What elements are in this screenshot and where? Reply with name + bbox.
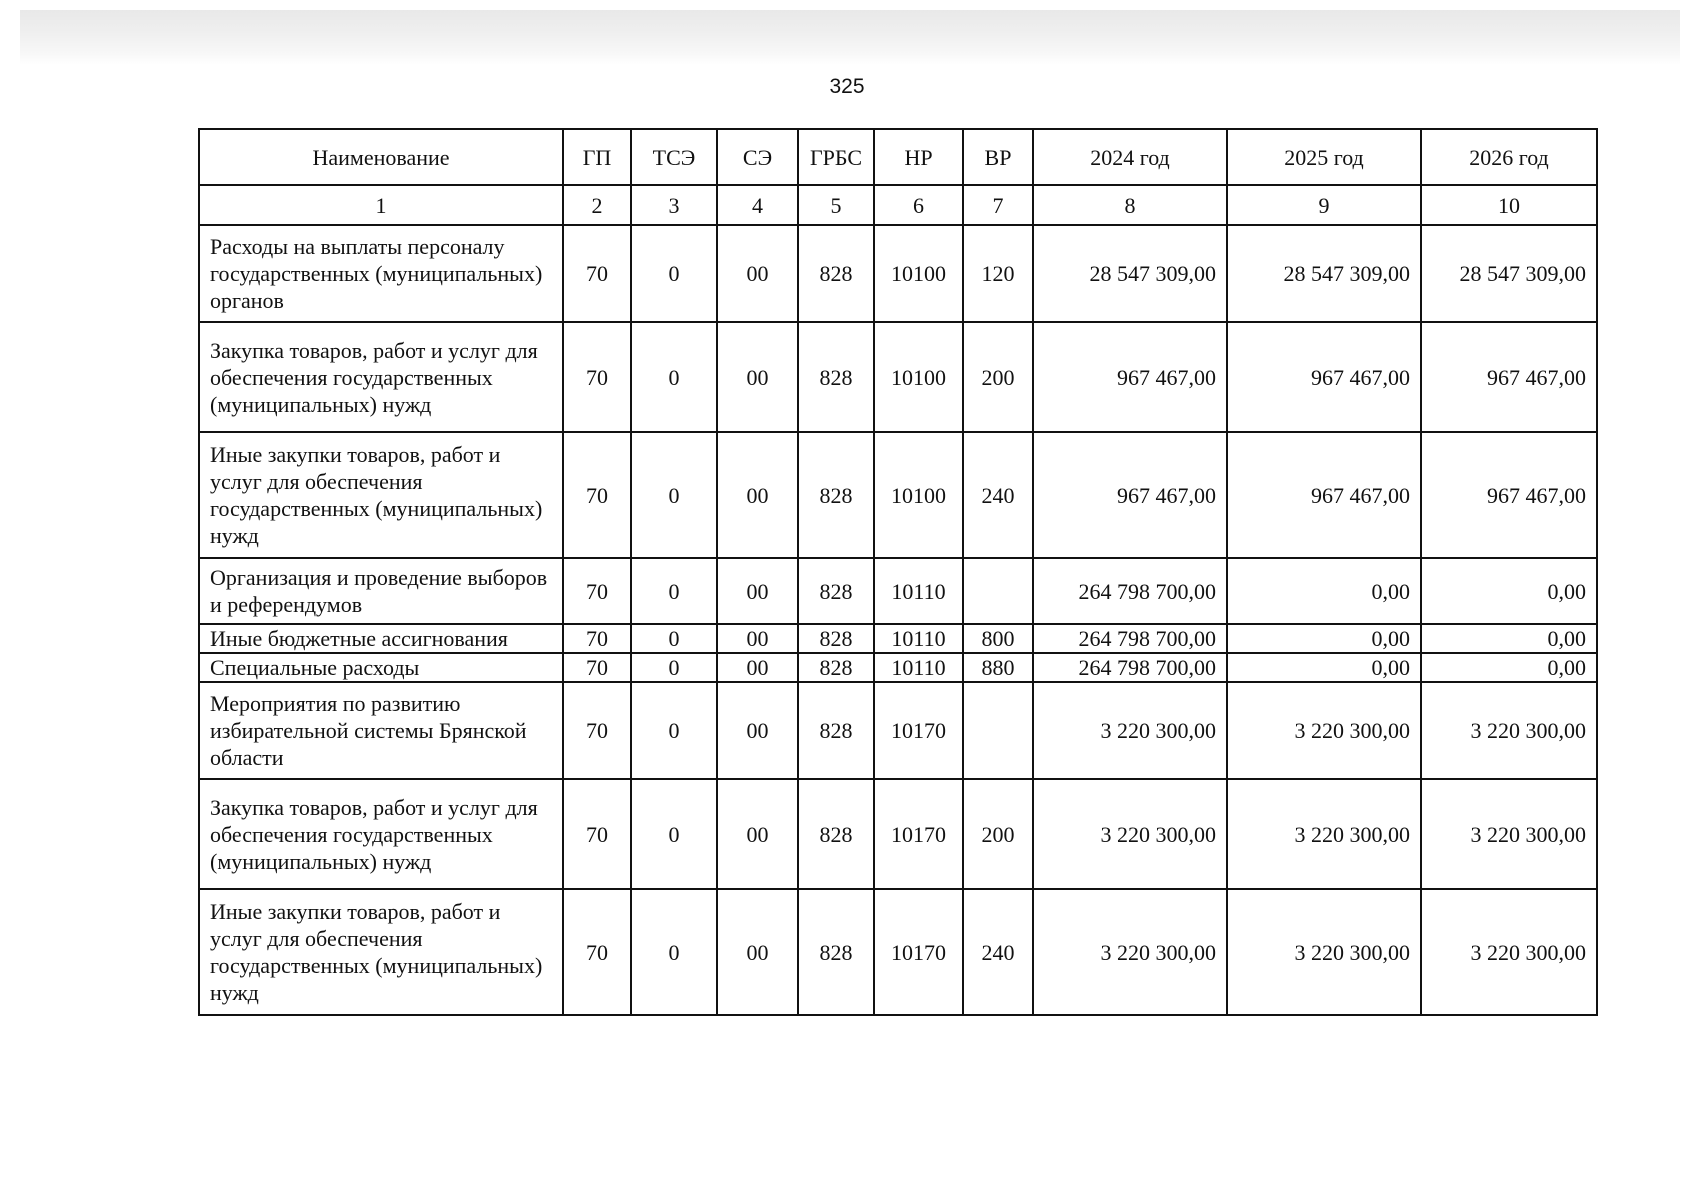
cell-2025: 967 467,00 <box>1227 322 1421 432</box>
budget-table <box>198 128 1598 1016</box>
cell-gp: 70 <box>563 779 631 889</box>
cell-2026: 0,00 <box>1421 558 1597 624</box>
cell-vr: 240 <box>963 889 1033 1015</box>
cell-2024: 967 467,00 <box>1033 322 1227 432</box>
cell-tse: 0 <box>631 624 717 653</box>
header-row <box>199 129 1597 185</box>
header-tse: ТСЭ <box>631 129 717 185</box>
cell-2024: 967 467,00 <box>1033 432 1227 558</box>
cell-2024: 3 220 300,00 <box>1033 682 1227 779</box>
cell-2024: 264 798 700,00 <box>1033 624 1227 653</box>
cell-2025: 967 467,00 <box>1227 432 1421 558</box>
cell-grbs: 828 <box>798 889 874 1015</box>
cell-se: 00 <box>717 653 798 682</box>
cell-tse: 0 <box>631 322 717 432</box>
header-vr: ВР <box>963 129 1033 185</box>
row-name: Специальные расходы <box>199 653 563 682</box>
cell-2025: 3 220 300,00 <box>1227 779 1421 889</box>
cell-2025: 0,00 <box>1227 624 1421 653</box>
cell-tse: 0 <box>631 779 717 889</box>
cell-nr: 10110 <box>874 653 963 682</box>
cell-se: 00 <box>717 682 798 779</box>
cell-gp: 70 <box>563 889 631 1015</box>
table-row <box>199 558 1597 624</box>
cell-grbs: 828 <box>798 225 874 322</box>
cell-tse: 0 <box>631 682 717 779</box>
row-name: Иные бюджетные ассигнования <box>199 624 563 653</box>
row-name: Закупка товаров, работ и услуг для обеспечения государственных (муниципальных) нужд <box>199 779 563 889</box>
row-name: Иные закупки товаров, работ и услуг для обеспечения государственных (муниципальных) нужд <box>199 889 563 1015</box>
cell-2026: 0,00 <box>1421 624 1597 653</box>
header-2024: 2024 год <box>1033 129 1227 185</box>
header-grbs: ГРБС <box>798 129 874 185</box>
cell-gp: 70 <box>563 682 631 779</box>
cell-2026: 3 220 300,00 <box>1421 889 1597 1015</box>
cell-tse: 0 <box>631 558 717 624</box>
cell-vr: 200 <box>963 779 1033 889</box>
cell-grbs: 828 <box>798 653 874 682</box>
cell-vr: 880 <box>963 653 1033 682</box>
header-2025: 2025 год <box>1227 129 1421 185</box>
cell-nr: 10110 <box>874 558 963 624</box>
column-number: 9 <box>1227 185 1421 225</box>
table-row <box>199 624 1597 653</box>
cell-gp: 70 <box>563 653 631 682</box>
cell-gp: 70 <box>563 624 631 653</box>
cell-nr: 10100 <box>874 322 963 432</box>
column-number: 2 <box>563 185 631 225</box>
cell-vr <box>963 682 1033 779</box>
cell-2026: 967 467,00 <box>1421 322 1597 432</box>
column-number: 5 <box>798 185 874 225</box>
cell-se: 00 <box>717 432 798 558</box>
cell-2026: 3 220 300,00 <box>1421 682 1597 779</box>
column-number: 8 <box>1033 185 1227 225</box>
cell-2025: 3 220 300,00 <box>1227 889 1421 1015</box>
cell-2026: 967 467,00 <box>1421 432 1597 558</box>
cell-gp: 70 <box>563 558 631 624</box>
cell-grbs: 828 <box>798 779 874 889</box>
column-number: 3 <box>631 185 717 225</box>
table-row <box>199 653 1597 682</box>
column-number: 1 <box>199 185 563 225</box>
cell-nr: 10100 <box>874 432 963 558</box>
cell-2025: 28 547 309,00 <box>1227 225 1421 322</box>
cell-nr: 10170 <box>874 779 963 889</box>
column-number: 10 <box>1421 185 1597 225</box>
cell-2024: 3 220 300,00 <box>1033 889 1227 1015</box>
scan-shadow <box>20 10 1680 65</box>
cell-gp: 70 <box>563 225 631 322</box>
cell-vr <box>963 558 1033 624</box>
cell-gp: 70 <box>563 432 631 558</box>
table-row <box>199 779 1597 889</box>
cell-2025: 3 220 300,00 <box>1227 682 1421 779</box>
cell-2026: 0,00 <box>1421 653 1597 682</box>
cell-se: 00 <box>717 889 798 1015</box>
cell-2024: 264 798 700,00 <box>1033 558 1227 624</box>
cell-2025: 0,00 <box>1227 653 1421 682</box>
cell-nr: 10110 <box>874 624 963 653</box>
cell-grbs: 828 <box>798 432 874 558</box>
cell-vr: 200 <box>963 322 1033 432</box>
cell-vr: 120 <box>963 225 1033 322</box>
column-number: 7 <box>963 185 1033 225</box>
cell-gp: 70 <box>563 322 631 432</box>
cell-se: 00 <box>717 322 798 432</box>
cell-tse: 0 <box>631 225 717 322</box>
cell-se: 00 <box>717 558 798 624</box>
cell-vr: 800 <box>963 624 1033 653</box>
row-name: Расходы на выплаты персоналу государственных (муниципальных) органов <box>199 225 563 322</box>
header-name: Наименование <box>199 129 563 185</box>
table-row <box>199 889 1597 1015</box>
cell-se: 00 <box>717 624 798 653</box>
cell-grbs: 828 <box>798 682 874 779</box>
cell-2024: 3 220 300,00 <box>1033 779 1227 889</box>
cell-2026: 3 220 300,00 <box>1421 779 1597 889</box>
header-2026: 2026 год <box>1421 129 1597 185</box>
page-number: 325 <box>829 75 865 98</box>
table-row <box>199 682 1597 779</box>
row-name: Закупка товаров, работ и услуг для обеспечения государственных (муниципальных) нужд <box>199 322 563 432</box>
cell-grbs: 828 <box>798 558 874 624</box>
table-row <box>199 322 1597 432</box>
row-name: Мероприятия по развитию избирательной системы Брянской области <box>199 682 563 779</box>
row-name: Иные закупки товаров, работ и услуг для обеспечения государственных (муниципальных) нужд <box>199 432 563 558</box>
cell-nr: 10100 <box>874 225 963 322</box>
header-gp: ГП <box>563 129 631 185</box>
cell-nr: 10170 <box>874 682 963 779</box>
header-nr: НР <box>874 129 963 185</box>
cell-2024: 264 798 700,00 <box>1033 653 1227 682</box>
cell-nr: 10170 <box>874 889 963 1015</box>
column-number: 4 <box>717 185 798 225</box>
cell-tse: 0 <box>631 889 717 1015</box>
table-row <box>199 432 1597 558</box>
column-number: 6 <box>874 185 963 225</box>
cell-grbs: 828 <box>798 624 874 653</box>
cell-se: 00 <box>717 779 798 889</box>
cell-2025: 0,00 <box>1227 558 1421 624</box>
table-row <box>199 225 1597 322</box>
cell-2024: 28 547 309,00 <box>1033 225 1227 322</box>
cell-se: 00 <box>717 225 798 322</box>
column-number-row <box>199 185 1597 225</box>
cell-tse: 0 <box>631 653 717 682</box>
header-se: СЭ <box>717 129 798 185</box>
cell-2026: 28 547 309,00 <box>1421 225 1597 322</box>
cell-grbs: 828 <box>798 322 874 432</box>
cell-tse: 0 <box>631 432 717 558</box>
cell-vr: 240 <box>963 432 1033 558</box>
row-name: Организация и проведение выборов и референдумов <box>199 558 563 624</box>
